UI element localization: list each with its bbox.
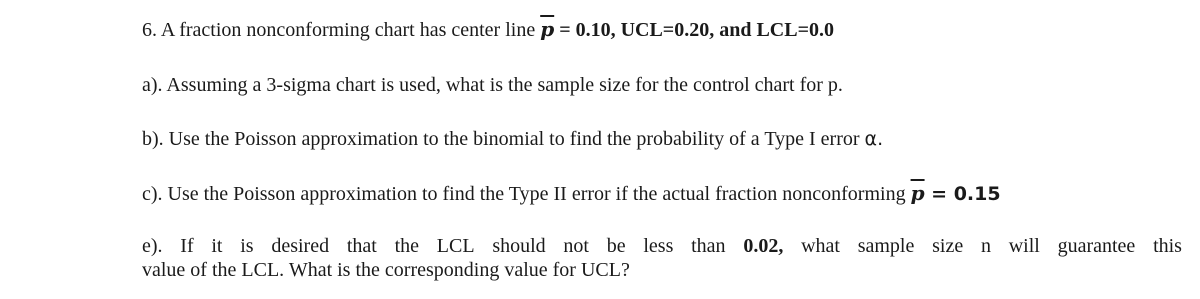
part-b-text: b). Use the Poisson approximation to the binomial to find the probability of a Type I error xyxy=(142,128,865,150)
part-c-text: c). Use the Poisson approximation to find the Type II error if the actual fraction nonconforming xyxy=(142,183,911,205)
part-e-word: the xyxy=(394,235,420,257)
part-e-word: will xyxy=(1008,235,1040,257)
part-e-word: desired xyxy=(271,235,330,257)
part-e-word: should xyxy=(492,235,546,257)
part-e-line-1 xyxy=(142,234,1182,258)
part-c-pbar-symbol: $\overline{p}$ xyxy=(910,181,925,205)
part-c-value: = 0.15 xyxy=(924,183,1001,205)
part-e-line-2: value of the LCL. What is the corresponding value for UCL? xyxy=(142,259,630,281)
part-b xyxy=(142,127,883,151)
part-e-word: If xyxy=(180,235,194,257)
part-e-word: LCL xyxy=(436,235,475,257)
part-e-word: sample xyxy=(857,235,915,257)
part-e-word: 0.02, xyxy=(743,235,784,257)
pbar-symbol: $\overline{p}$ xyxy=(540,17,555,41)
part-e-word: is xyxy=(240,235,254,257)
title-prefix: 6. A fraction nonconforming chart has center line xyxy=(142,19,541,41)
part-e-word: not xyxy=(563,235,589,257)
title-values: = 0.10, UCL=0.20, and LCL=0.0 xyxy=(554,19,834,41)
part-c xyxy=(142,181,1001,206)
part-e-word: this xyxy=(1153,235,1182,257)
part-e-word: size xyxy=(932,235,964,257)
part-e-word: be xyxy=(606,235,626,257)
part-a-text: a). Assuming a 3-sigma chart is used, what is the sample size for the control chart for p. xyxy=(142,74,843,96)
part-e-word: than xyxy=(691,235,726,257)
part-e-word: it xyxy=(211,235,223,257)
alpha-symbol: α. xyxy=(864,128,884,150)
part-e-word: less xyxy=(643,235,674,257)
part-e-word: that xyxy=(346,235,377,257)
part-e-word: what xyxy=(801,235,840,257)
question-title xyxy=(142,17,834,42)
part-e-word: e). xyxy=(142,235,163,257)
part-e-word: guarantee xyxy=(1057,235,1136,257)
part-e-word: n xyxy=(980,235,991,257)
